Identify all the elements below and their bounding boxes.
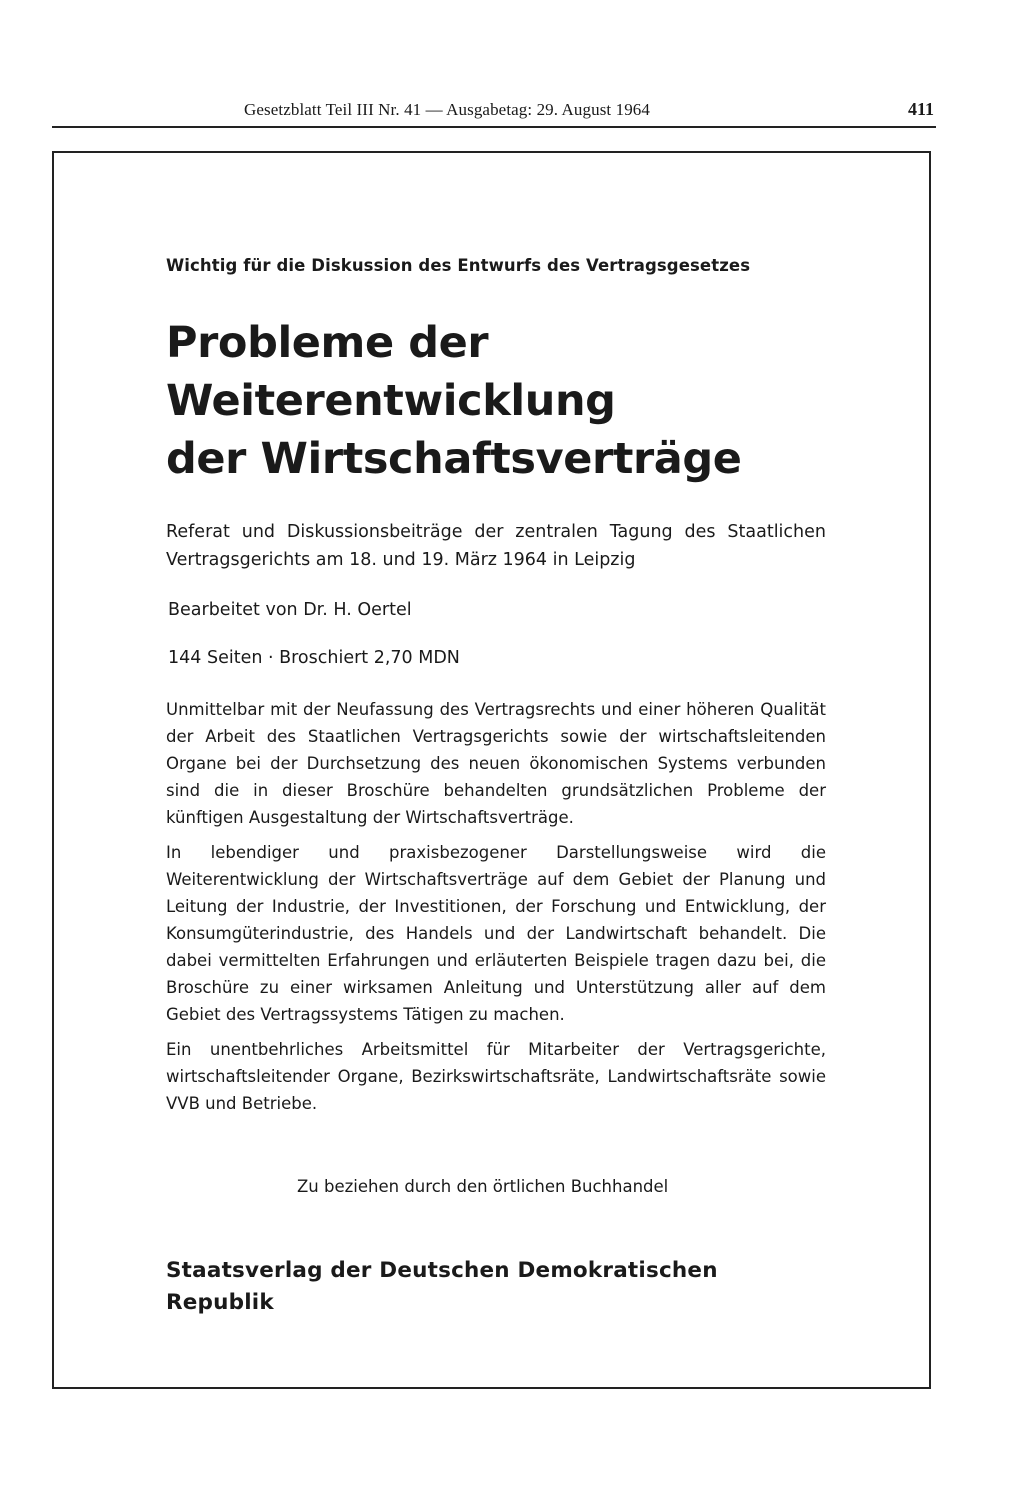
header-rule (52, 126, 936, 128)
book-title-line-2: der Wirtschaftsverträge (166, 434, 742, 484)
book-title (166, 314, 826, 488)
book-subtitle: Referat und Diskussionsbeiträge der zentralen Tagung des Staatlichen Vertragsgerichts am 18. und 19. März 1964 in Leipzig (166, 522, 826, 570)
description-paragraph: Ein unentbehrliches Arbeitsmittel für Mitarbeiter der Vertragsgerichte, wirtschaftsleitender Organe, Bezirkswirtschaftsräte, Landwirtschaftsräte sowie VVB und Betriebe. (166, 1040, 826, 1113)
publisher-name: Staatsverlag der Deutschen Demokratischen Republik (166, 1258, 718, 1315)
page-header (52, 96, 936, 128)
book-title-line-1: Probleme der Weiterentwicklung (166, 318, 616, 426)
advertisement-content (166, 252, 826, 1319)
overline: Wichtig für die Diskussion des Entwurfs des Vertragsgesetzes (166, 256, 751, 275)
editor-line: Bearbeitet von Dr. H. Oertel (168, 600, 412, 620)
description-paragraph: Unmittelbar mit der Neufassung des Vertragsrechts und einer höheren Qualität der Arbeit des Staatlichen Vertragsgerichts sowie der wirtschaftsleitenden Organe bei der Durchsetzung des neuen ökonomischen Systems verbunden sind die in dieser Broschüre behandelten grundsätzlichen Probleme der künftigen Ausgestaltung der Wirtschaftsverträge. (166, 700, 826, 827)
availability-note: Zu beziehen durch den örtlichen Buchhandel (297, 1177, 669, 1196)
price-line: 144 Seiten · Broschiert 2,70 MDN (168, 648, 460, 668)
description-paragraph: In lebendiger und praxisbezogener Darstellungsweise wird die Weiterentwicklung der Wirtschaftsverträge auf dem Gebiet der Planung und Leitung der Industrie, der Investitionen, der Forschung und Entwicklung, der Konsumgüterindustrie, des Handels und der Landwirtschaft behandelt. Die dabei vermittelten Erfahrungen und erläuterten Beispiele tragen dazu bei, die Broschüre zu einer wirksamen Anleitung und Unterstützung aller auf dem Gebiet des Vertragssystems Tätigen zu machen. (166, 843, 826, 1024)
page-number: 411 (907, 99, 934, 119)
running-title: Gesetzblatt Teil III Nr. 41 — Ausgabetag: 29. August 1964 (244, 100, 650, 119)
